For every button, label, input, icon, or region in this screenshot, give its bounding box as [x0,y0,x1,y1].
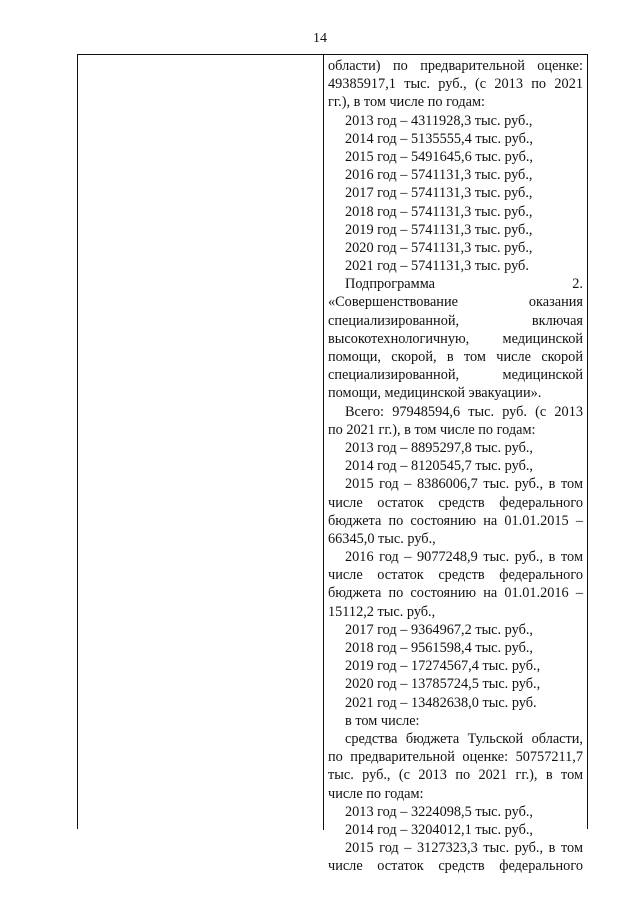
text-line: Всего: 97948594,6 тыс. руб. (с 2013 [345,403,583,420]
text-line: специализированной, включая [328,312,583,329]
text-line: средства бюджета Тульской области, [345,730,583,747]
text-line: 2020 год – 13785724,5 тыс. руб., [345,676,541,693]
text-line: числе остаток средств федерального [328,494,583,511]
text-line: гг.), в том числе по годам: [328,94,485,111]
text-line: области) по предварительной оценке: [328,58,583,74]
text-line: 2019 год – 17274567,4 тыс. руб., [345,658,541,675]
text-line: 2019 год – 5741131,3 тыс. руб., [345,221,533,238]
text-line: 2014 год – 8120545,7 тыс. руб., [345,458,534,475]
text-line: в том числе: [345,712,420,729]
table-left-column [78,55,323,829]
page-number: 14 [313,31,327,46]
text-line: числе по годам: [328,785,424,802]
text-line: бюджета по состоянию на 01.01.2016 – [328,585,583,602]
text-line: 2021 год – 13482638,0 тыс. руб. [345,694,537,711]
text-line: Подпрограмма 2. [345,276,583,293]
text-line: по 2021 гг.), в том числе по годам: [328,421,536,438]
text-line: 2017 год – 5741131,3 тыс. руб., [345,185,533,202]
text-line: 2021 год – 5741131,3 тыс. руб. [345,258,529,275]
text-line: 2015 год – 5491645,6 тыс. руб., [345,148,534,165]
text-line: 2016 год – 9077248,9 тыс. руб., в том [345,549,583,566]
document-table [77,54,588,875]
text-line: 2013 год – 8895297,8 тыс. руб., [345,439,534,456]
text-line: 2015 год – 8386006,7 тыс. руб., в том [345,476,583,493]
text-line: 2014 год – 3204012,1 тыс. руб., [345,821,534,838]
text-line: 2018 год – 9561598,4 тыс. руб., [345,640,534,656]
text-line: бюджета по состоянию на 01.01.2015 – [328,512,583,529]
text-line: помощи, скорой, в том числе скорой [328,349,583,365]
text-line: 2013 год – 4311928,3 тыс. руб., [345,112,533,129]
text-line: 15112,2 тыс. руб., [328,603,436,620]
text-line: по предварительной оценке: 50757211,7 [328,749,583,766]
text-line: 49385917,1 тыс. руб., (с 2013 по 2021 [328,76,583,93]
text-line: 2014 год – 5135555,4 тыс. руб., [345,130,534,147]
text-line: специализированной, медицинской [328,367,583,384]
table-right-column [328,57,583,875]
text-line: 2017 год – 9364967,2 тыс. руб., [345,621,534,638]
text-line: «Совершенствование оказания [328,294,583,311]
text-line: помощи, медицинской эвакуации». [328,385,542,402]
text-line: 66345,0 тыс. руб., [328,530,436,547]
text-line: 2016 год – 5741131,3 тыс. руб., [345,167,533,184]
column-divider [323,55,324,830]
text-line: 2015 год – 3127323,3 тыс. руб., в том [345,840,583,857]
text-line: тыс. руб., (с 2013 по 2021 гг.), в том [328,767,583,784]
text-line: числе остаток средств федерального [328,567,583,584]
text-line: 2013 год – 3224098,5 тыс. руб., [345,803,534,820]
text-line: числе остаток средств федерального [328,858,583,875]
text-line: 2020 год – 5741131,3 тыс. руб., [345,239,533,256]
text-line: высокотехнологичную, медицинской [328,330,583,347]
text-line: 2018 год – 5741131,3 тыс. руб., [345,203,533,220]
